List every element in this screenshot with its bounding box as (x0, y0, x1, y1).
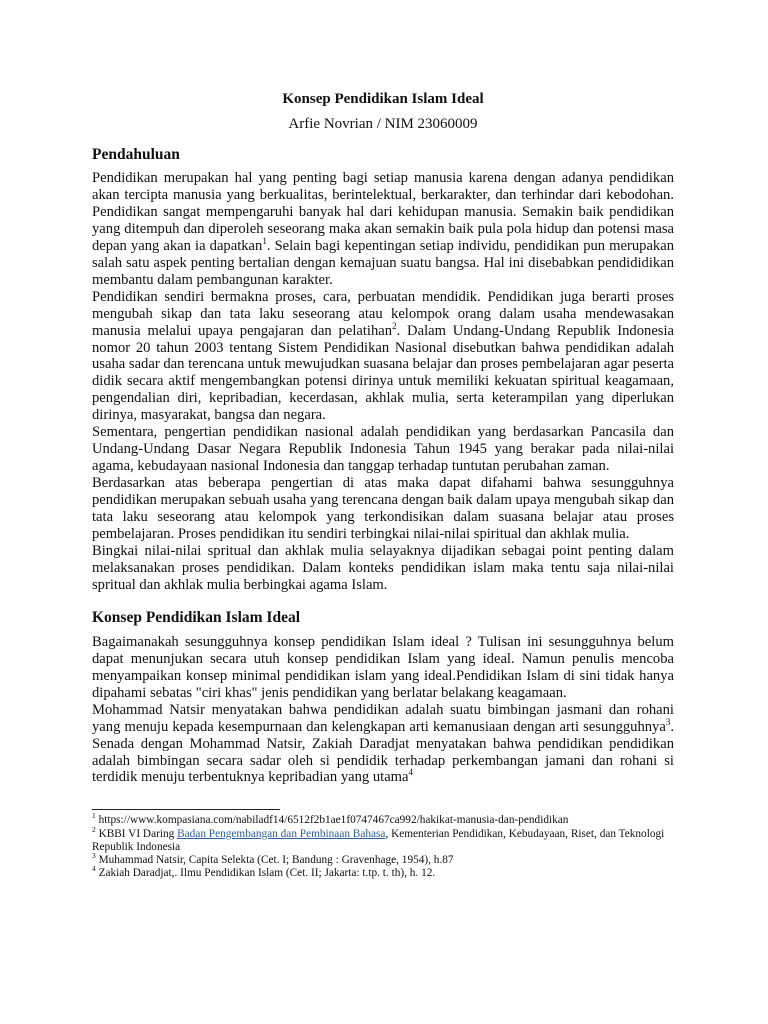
paragraph: Berdasarkan atas beberapa pengertian di atas maka dapat difahami bahwa sesungguhnya pendidikan merupakan sebuah usaha yang terencana dengan baik dalam upaya mengubah sikap dan tata laku seseorang atau kelompok yang terkondisikan dalam suasana belajar atau proses pembelajaran. Proses pendidikan itu sendiri terbingkai nilai-nilai spiritual dan akhlak mulia. (92, 475, 674, 543)
footnote-ref: 3 (665, 716, 671, 727)
footnote-link[interactable]: Badan Pengembangan dan Pembinaan Bahasa (177, 827, 386, 840)
section-heading-pendahuluan: Pendahuluan (92, 146, 180, 163)
footnote-number: 1 (92, 811, 96, 821)
paragraph-text: Mohammad Natsir menyatakan bahwa pendidikan adalah suatu bimbingan jasmani dan rohani yang menuju kepada kesempurnaan dan kelengkapan arti kemanusiaan dengan arti sesungguhnya (92, 701, 674, 735)
footnote-ref: 2 (392, 320, 397, 331)
author-line: Arfie Novrian / NIM 23060009 (288, 116, 478, 132)
footnote-2 (92, 824, 674, 854)
paragraph: Bingkai nilai-nilai spritual dan akhlak mulia selayaknya dijadikan sebagai point penting dalam melaksanakan proses pendidikan. Dalam konteks pendidikan islam maka tentu saja nilai-nilai spritual dan akhlak mulia berbingkai agama Islam. (92, 542, 674, 593)
paragraph (92, 702, 674, 787)
footnote-4 (92, 864, 674, 880)
footnote-number: 3 (92, 851, 96, 861)
footnote-text: Zakiah Daradjat,. Ilmu Pendidikan Islam (Cet. II; Jakarta: t.tp. t. th), h. 12. (95, 867, 436, 880)
footnote-text: Muhammad Natsir, Capita Selekta (Cet. I; Bandung : Gravenhage, 1954), h.87 (95, 854, 454, 867)
paragraph-text: Pendidikan merupakan hal yang penting bagi setiap manusia karena dengan adanya pendidikan akan tercipta manusia yang berkualitas, berintelektual, berkarakter, dan terhindar dari kebodohan. Pendidikan sangat mempengaruhi banyak hal dari kehidupan manusia. Semakin baik pendidikan yang ditempuh dan diperoleh seseorang maka akan semakin baik pula pola hidup dan potensi masa depan yang akan ia dapatkan (92, 170, 674, 254)
paragraph: Bagaimanakah sesungguhnya konsep pendidikan Islam ideal ? Tulisan ini sesungguhnya belum dapat menunjukan secara utuh konsep pendidikan Islam yang ideal. Namun penulis mencoba menyampaikan konsep minimal pendidikan islam yang ideal.Pendidikan Islam di sini tidak hanya dipahami sebatas "ciri khas" jenis pendidikan yang berlatar belakang keagamaan. (92, 633, 674, 701)
paragraph: Sementara, pengertian pendidikan nasional adalah pendidikan yang berdasarkan Pancasila dan Undang-Undang Dasar Negara Republik Indonesia Tahun 1945 yang berakar pada nilai-nilai agama, kebudayaan nasional Indonesia dan tanggap terhadap tuntutan perubahan zaman. (92, 424, 674, 475)
footnote-text: KBBI VI Daring (95, 827, 178, 840)
section-heading-konsep: Konsep Pendidikan Islam Ideal (92, 608, 301, 626)
paragraph (92, 170, 674, 289)
footnote-3 (92, 851, 674, 867)
paragraph-text: . Senada dengan Mohammad Natsir, Zakiah Daradjat menyatakan bahwa pendidikan pendidikan adalah bimbingan secara sadar oleh si pendidik terhadap perkembangan jamani dan rohani si terdidik menuju terbentuknya kepribadian yang utama (92, 718, 674, 786)
paragraph-text: . Selain bagi kepentingan setiap individu, pendidikan pun merupakan salah satu aspek penting bertalian dengan kemajuan suatu bangsa. Hal ini disebabkan pendididikan membantu dalam pembangunan karakter. (92, 237, 675, 288)
footnotes (92, 811, 674, 880)
footnote-ref: 4 (408, 767, 414, 778)
footnote-number: 2 (92, 824, 96, 834)
footnote-ref: 1 (262, 235, 267, 246)
paragraph-text: Pendidikan sendiri bermakna proses, cara, perbuatan mendidik. Pendidikan juga berarti proses mengubah sikap dan tata laku seseorang atau kelompok orang dalam usaha mendewasakan manusia melalui upaya pengajaran dan pelatihan (92, 288, 674, 339)
paragraph-text: . Dalam Undang-Undang Republik Indonesia nomor 20 tahun 2003 tentang Sistem Pendidikan Nasional disebutkan bahwa pendidikan adalah usaha sadar dan terencana untuk mewujudkan suasana belajar dan proses pembelajaran agar peserta didik secara aktif mengembangkan potensi dirinya untuk memiliki kekuatan spiritual keagamaan, pengendalian diri, kepribadian, kecerdasan, akhlak mulia, serta keterampilan yang diperlukan dirinya, masyarakat, bangsa dan negara. (92, 322, 675, 424)
footnote-divider (92, 809, 280, 810)
document-title: Konsep Pendidikan Islam Ideal (282, 91, 484, 107)
footnote-text: https://www.kompasiana.com/nabiladf14/6512f2b1ae1f0747467ca992/hakikat-manusia-dan-pendidikan (95, 814, 569, 827)
document-body (92, 145, 674, 786)
footnote-text: , Kementerian Pendidikan, Kebudayaan, Riset, dan Teknologi Republik Indonesia (92, 827, 665, 853)
document-page (92, 88, 674, 880)
footnote-1 (92, 811, 674, 827)
paragraph (92, 289, 674, 425)
footnote-number: 4 (92, 864, 96, 874)
